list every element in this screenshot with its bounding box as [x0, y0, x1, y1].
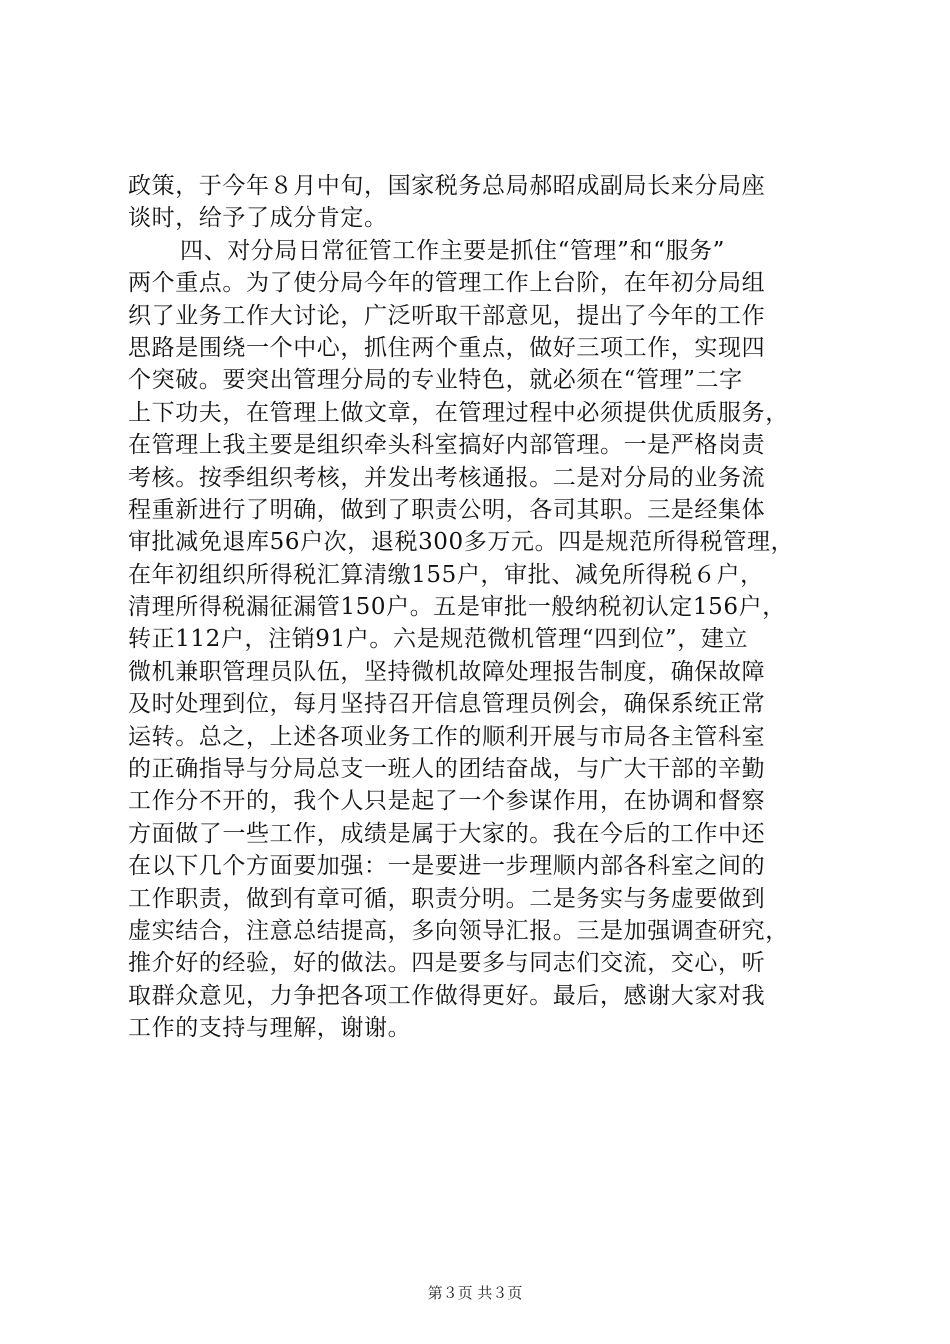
- text-line: 方面做了一些工作，成绩是属于大家的。我在今后的工作中还: [128, 820, 766, 847]
- text-line: 在以下几个方面要加强：一是要进一步理顺内部各科室之间的: [128, 853, 766, 880]
- text-line: 及时处理到位，每月坚持召开信息管理员例会，确保系统正常: [128, 691, 766, 718]
- text-line: 微机兼职管理员队伍，坚持微机故障处理报告制度，确保故障: [128, 658, 766, 685]
- text-line: 工作分不开的，我个人只是起了一个参谋作用，在协调和督察: [128, 788, 766, 815]
- text-line: 织了业务工作大讨论，广泛听取干部意见，提出了今年的工作: [128, 302, 766, 329]
- text-line: 转正112户，注销91户。六是规范微机管理“四到位”，建立: [128, 626, 749, 653]
- text-line: 取群众意见，力争把各项工作做得更好。最后，感谢大家对我: [128, 982, 766, 1009]
- text-line: 个突破。要突出管理分局的专业特色，就必须在“管理”二字: [128, 367, 743, 394]
- text-line: 两个重点。为了使分局今年的管理工作上台阶，在年初分局组: [128, 270, 766, 297]
- text-line: 在年初组织所得税汇算清缴155户，审批、减免所得税６户，: [128, 561, 764, 588]
- body-text: [128, 170, 828, 1045]
- text-line: 考核。按季组织考核，并发出考核通报。二是对分局的业务流: [128, 464, 766, 491]
- page-footer: [0, 1283, 950, 1303]
- text-line: 审批减免退库56户次，退税300多万元。四是规范所得税管理，: [128, 529, 795, 556]
- text-line: 的正确指导与分局总支一班人的团结奋战，与广大干部的辛勤: [128, 756, 766, 783]
- text-line: 谈时，给予了成分肯定。: [128, 205, 388, 232]
- text-line: 思路是围绕一个中心，抓住两个重点，做好三项工作，实现四: [128, 334, 766, 361]
- text-line: 程重新进行了明确，做到了职责公明，各司其职。三是经集体: [128, 496, 766, 523]
- text-line: 虚实结合，注意总结提高，多向领导汇报。三是加强调查研究，: [128, 917, 789, 944]
- text-line: 清理所得税漏征漏管150户。五是审批一般纳税初认定156户，: [128, 594, 786, 621]
- text-line: 政策，于今年８月中旬，国家税务总局郝昭成副局长来分局座: [128, 173, 766, 199]
- text-line: 推介好的经验，好的做法。四是要多与同志们交流，交心，听: [128, 950, 766, 977]
- text-line: 上下功夫，在管理上做文章，在管理过程中必须提供优质服务，: [128, 399, 789, 426]
- paragraph-start-line: 四、对分局日常征管工作主要是抓住“管理”和“服务”: [180, 237, 726, 264]
- text-line: 工作的支持与理解，谢谢。: [128, 1015, 412, 1042]
- text-line: 运转。总之，上述各项业务工作的顺利开展与市局各主管科室: [128, 723, 766, 750]
- text-line: 工作职责，做到有章可循，职责分明。二是务实与务虚要做到: [128, 885, 766, 912]
- text-line: 在管理上我主要是组织牵头科室搞好内部管理。一是严格岗责: [128, 432, 766, 459]
- page-number: 第３页 共３页: [427, 1284, 523, 1302]
